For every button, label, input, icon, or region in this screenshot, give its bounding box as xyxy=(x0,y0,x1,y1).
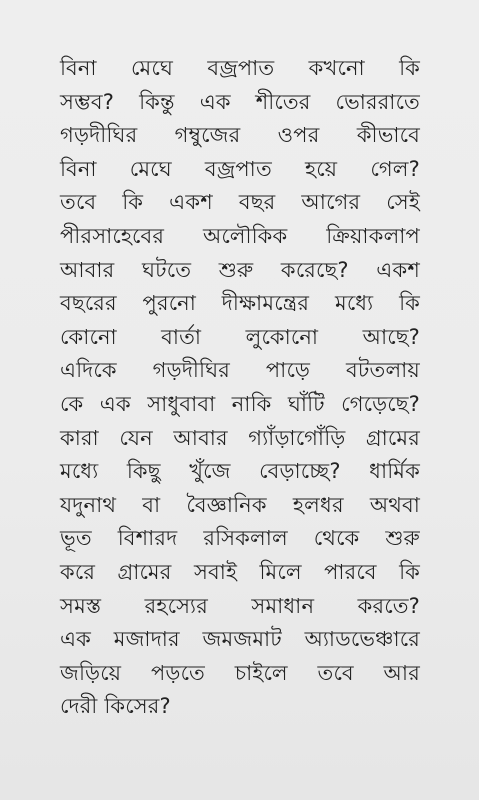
blurb-line: গড়দীঘির গম্বুজের ওপর কীভাবে xyxy=(60,123,420,148)
blurb-line: পীরসাহেবের অলৌকিক ক্রিয়াকলাপ xyxy=(60,223,420,248)
blurb-line: সমস্ত রহস্যের সমাধান করতে? xyxy=(60,593,420,618)
blurb-line: বিনা মেঘে বজ্রপাত কখনো কি xyxy=(60,56,420,80)
blurb-line: কোনো বার্তা লুকোনো আছে? xyxy=(60,324,420,349)
blurb-line: কারা যেন আবার গ্যাঁড়াগোঁড়ি গ্রামের xyxy=(60,425,420,450)
cover-blurb xyxy=(60,52,420,724)
blurb-line: এক মজাদার জমজমাট অ্যাডভেঞ্চারে xyxy=(60,627,420,652)
blurb-line: তবে কি একশ বছর আগের সেই xyxy=(60,190,420,215)
blurb-line: করে গ্রামের সবাই মিলে পারবে কি xyxy=(60,559,420,584)
blurb-line: এদিকে গড়দীঘির পাড়ে বটতলায় xyxy=(60,358,420,383)
blurb-line: ভূত বিশারদ রসিকলাল থেকে শুরু xyxy=(60,526,420,551)
blurb-line: আবার ঘটতে শুরু করেছে? একশ xyxy=(60,257,420,282)
blurb-line: জড়িয়ে পড়তে চাইলে তবে আর xyxy=(60,660,420,685)
blurb-line: যদুনাথ বা বৈজ্ঞানিক হলধর অথবা xyxy=(60,492,420,517)
blurb-line: দেরী কিসের? xyxy=(60,694,171,719)
blurb-line: বিনা মেঘে বজ্রপাত হয়ে গেল? xyxy=(60,156,420,181)
blurb-line: কে এক সাধুবাবা নাকি ঘাঁটি গেড়েছে? xyxy=(60,391,420,416)
blurb-line: বছরের পুরনো দীক্ষামন্ত্রের মধ্যে কি xyxy=(60,291,420,316)
blurb-line: মধ্যে কিছু খুঁজে বেড়াচ্ছে? ধার্মিক xyxy=(60,459,420,484)
blurb-line: সম্ভব? কিন্তু এক শীতের ভোররাতে xyxy=(60,89,420,114)
